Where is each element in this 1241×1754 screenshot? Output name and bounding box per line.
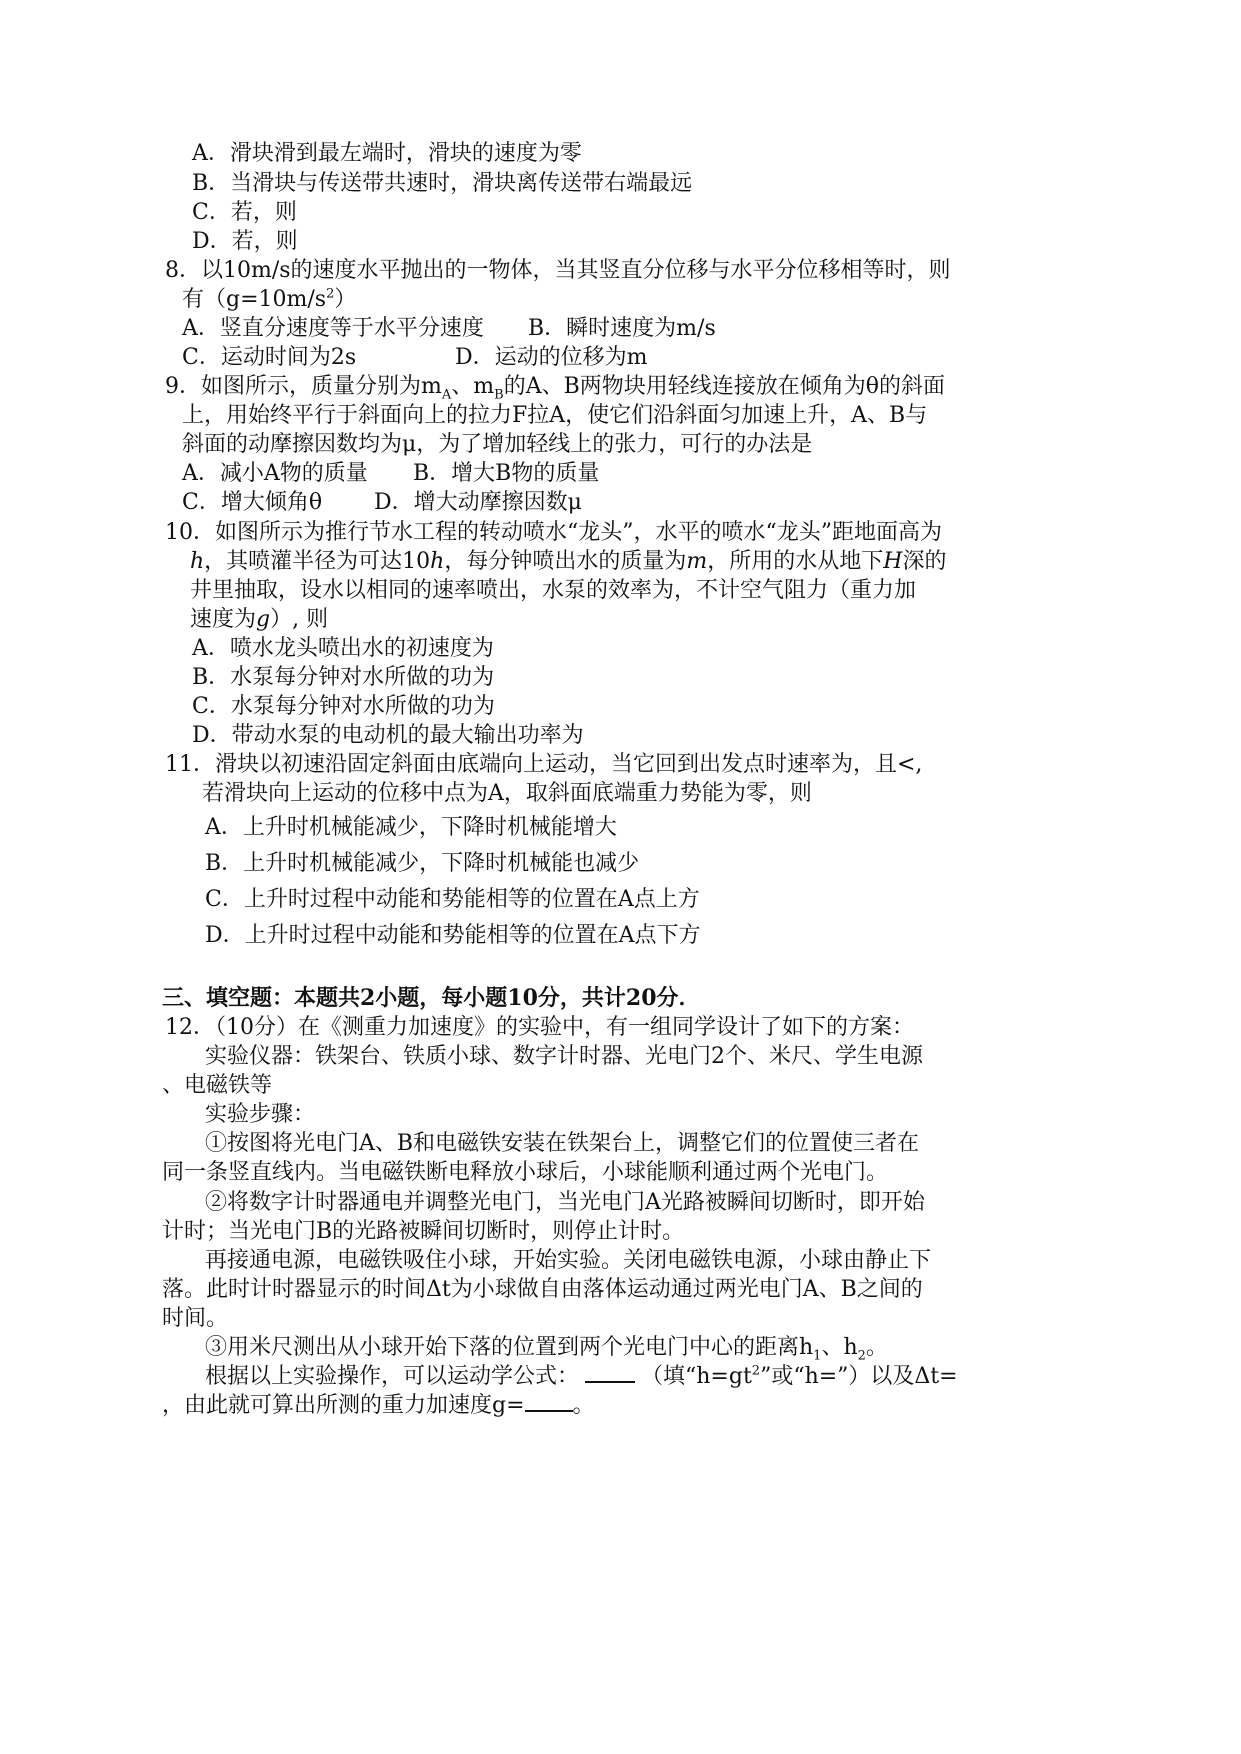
q12-line1: 12．（10分）在《测重力加速度》的实验中，有一组同学设计了如下的方案： [165,1015,914,1040]
q12-line11: 时间。 [162,1306,229,1331]
q9-option-c: C．增大倾角θ [182,490,323,515]
q12-line4: 实验步骤： [205,1102,316,1127]
q8-option-b: B．瞬时速度为m/s [528,316,716,341]
q8-option-a: A．竖直分速度等于水平分速度 [182,316,484,341]
q9-stem-line3: 斜面的动摩擦因数均为μ，为了增加轻线上的张力，可行的办法是 [182,432,813,457]
q12-line12: ③用米尺测出从小球开始下落的位置到两个光电门中心的距离$h_1$、$h_2$。 [205,1335,888,1364]
answer-blank-g [525,1410,573,1412]
q8-stem-line2: 有$(g=10m/s^2)$ [182,286,357,312]
q9-option-b: B．增大B物的质量 [413,461,600,486]
q9-stem-line1: 9．如图所示，质量分别为$m_A$、$m_B$的A、B两物块用轻线连接放在倾角为θ的斜面 [165,374,945,403]
q11-stem-line1: 11．滑块以初速沿固定斜面由底端向上运动，当它回到出发点时速率为，且<, [165,752,923,777]
q12-line5: ①按图将光电门A、B和电磁铁安装在铁架台上，调整它们的位置使三者在 [205,1131,920,1156]
q11-stem-line2: 若滑块向上运动的位移中点为A，取斜面底端重力势能为零，则 [202,781,812,806]
q12-line6: 同一条竖直线内。当电磁铁断电释放小球后，小球能顺利通过两个光电门。 [162,1160,889,1185]
q10-stem-line1: 10．如图所示为推行节水工程的转动喷水“龙头”，水平的喷水“龙头”距地面高为 [165,520,942,545]
q11-option-a: A．上升时机械能减少，下降时机械能增大 [205,815,617,840]
q10-stem-line4: 速度为g）, 则 [190,607,329,632]
q10-option-d: D．带动水泵的电动机的最大输出功率为 [192,723,584,748]
q12-line2: 实验仪器：铁架台、铁质小球、数字计时器、光电门2个、米尺、学生电源 [205,1044,923,1069]
q11-option-b: B．上升时机械能减少，下降时机械能也减少 [205,851,640,876]
q11-option-d: D．上升时过程中动能和势能相等的位置在A点下方 [205,923,701,948]
q10-option-c: C．水泵每分钟对水所做的功为 [192,694,495,719]
q7-option-a: A．滑块滑到最左端时，滑块的速度为零 [192,141,582,166]
q12-line7: ②将数字计时器通电并调整光电门，当光电门A光路被瞬间切断时，即开始 [205,1190,925,1215]
q10-stem-line3: 井里抽取，设水以相同的速率喷出，水泵的效率为，不计空气阻力（重力加 [190,578,917,603]
q10-option-b: B．水泵每分钟对水所做的功为 [192,665,495,690]
q9-option-a: A．减小A物的质量 [182,461,368,486]
q12-line14: ，由此就可算出所测的重力加速度g= 。 [162,1393,595,1418]
q10-option-a: A．喷水龙头喷出水的初速度为 [192,636,494,661]
q7-option-c: C．若，则 [192,200,297,225]
q10-stem-line2: h，其喷灌半径为可达10h，每分钟喷出水的质量为m，所用的水从地下H深的 [190,549,947,574]
q12-line13: 根据以上实验操作，可以运动学公式： （填“$h=gt^2$”或“h=”）以及Δt= [205,1363,958,1389]
q7-option-b: B．当滑块与传送带共速时，滑块离传送带右端最远 [192,171,693,196]
q7-option-d: D．若，则 [192,229,298,254]
q12-line9: 再接通电源，电磁铁吸住小球，开始实验。关闭电磁铁电源，小球由静止下 [205,1248,932,1273]
q8-option-d: D．运动的位移为m [455,345,648,370]
q8-option-c: C．运动时间为2s [182,345,357,370]
q9-stem-line2: 上，用始终平行于斜面向上的拉力F拉A，使它们沿斜面匀加速上升，A、B与 [182,403,928,428]
q9-option-d: D．增大动摩擦因数μ [374,490,582,515]
q12-line8: 计时；当光电门B的光路被瞬间切断时，则停止计时。 [162,1219,685,1244]
q12-line10: 落。此时计时器显示的时间Δt为小球做自由落体运动通过两光电门A、B之间的 [162,1277,923,1302]
section-heading: 三、填空题：本题共2小题，每小题10分，共计20分． [162,985,701,1011]
q8-stem-line1: 8．以10m/s的速度水平抛出的一物体，当其竖直分位移与水平分位移相等时，则 [165,258,951,283]
q12-line3: 、电磁铁等 [162,1073,273,1098]
answer-blank-formula [585,1381,635,1383]
q11-option-c: C．上升时过程中动能和势能相等的位置在A点上方 [205,887,700,912]
